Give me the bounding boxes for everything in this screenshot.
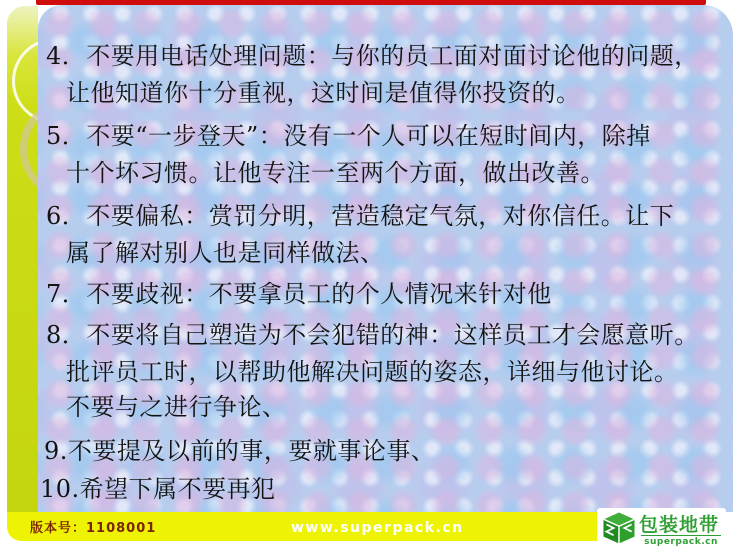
list-item-5-line-1: 5．不要“一步登天”：没有一个人可以在短时间内，除掉 — [46, 122, 651, 150]
logo-name: 包装地带 — [639, 514, 720, 536]
website-url: www.superpack.cn — [291, 520, 464, 536]
list-item-4-line-2: 让他知道你十分重视，这时间是值得你投资的。 — [66, 79, 581, 107]
list-item-8-line-2: 批评员工时，以帮助他解决问题的姿态，详细与他讨论。 — [66, 358, 679, 386]
list-item-4-line-1: 4．不要用电话处理问题：与你的员工面对面讨论他的问题， — [46, 42, 699, 70]
list-item-8-line-1: 8．不要将自己塑造为不会犯错的神：这样员工才会愿意听。 — [46, 321, 699, 349]
list-item-6-line-2: 属了解对别人也是同样做法、 — [66, 239, 385, 267]
list-item-10-line-1: 10.希望下属不要再犯 — [40, 475, 276, 503]
list-item-8-line-3: 不要与之进行争论、 — [66, 393, 287, 421]
content-panel — [38, 5, 733, 512]
logo-domain: superpack.cn — [641, 535, 721, 547]
list-item-9-line-1: 9.不要提及以前的事，要就事论事、 — [44, 437, 436, 465]
version-label: 版本号：1108001 — [30, 521, 157, 536]
list-item-5-line-2: 十个坏习惯。让他专注一至两个方面，做出改善。 — [66, 159, 605, 187]
top-accent-bar — [36, 0, 706, 5]
list-item-7-line-1: 7．不要歧视：不要拿员工的个人情况来针对他 — [46, 280, 552, 308]
logo-cube-icon — [601, 510, 637, 546]
logo — [597, 508, 726, 548]
list-item-6-line-1: 6．不要偏私：赏罚分明，营造稳定气氛，对你信任。让下 — [46, 202, 675, 230]
